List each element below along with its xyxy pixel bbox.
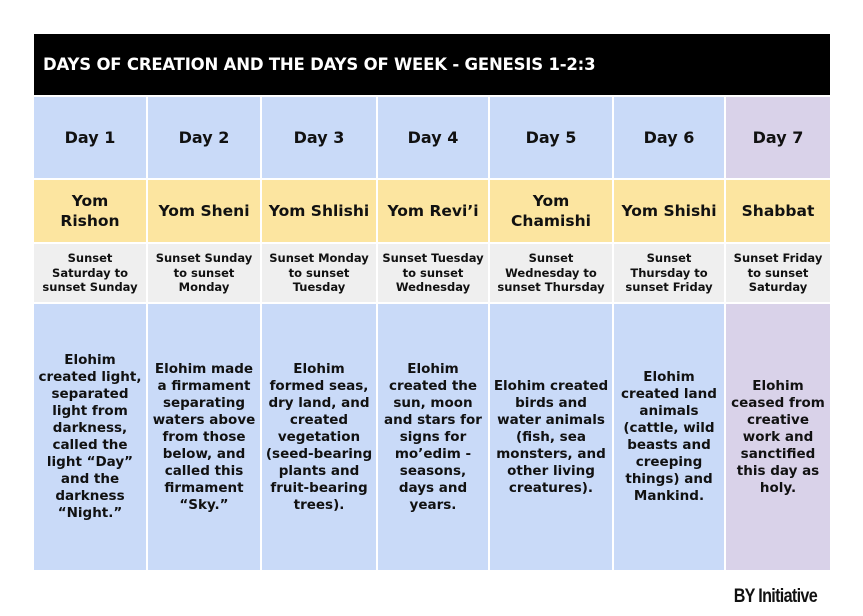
time-span-cell: Sunset Wednesday to sunset Thursday xyxy=(489,243,613,303)
time-span-cell: Sunset Tuesday to sunset Wednesday xyxy=(377,243,489,303)
hebrew-name-cell: Shabbat xyxy=(725,179,830,243)
description-cell: Elohim formed seas, dry land, and created vegetation (seed-bearing plants and fruit-bearing trees). xyxy=(261,303,377,571)
day-number-cell: Day 6 xyxy=(613,96,725,179)
day-number-cell: Day 7 xyxy=(725,96,830,179)
table-title: DAYS OF CREATION AND THE DAYS OF WEEK - GENESIS 1-2:3 xyxy=(34,34,830,95)
hebrew-name-cell: Yom Revi’i xyxy=(377,179,489,243)
time-span-cell: Sunset Sunday to sunset Monday xyxy=(147,243,261,303)
hebrew-name-cell: Yom Shishi xyxy=(613,179,725,243)
day-number-cell: Day 5 xyxy=(489,96,613,179)
description-cell: Elohim created light, separated light from darkness, called the light “Day” and the darkness “Night.” xyxy=(34,303,147,571)
description-cell: Elohim created land animals (cattle, wild beasts and creeping things) and Mankind. xyxy=(613,303,725,571)
hebrew-name-row xyxy=(34,179,830,243)
hebrew-name-cell: Yom Rishon xyxy=(34,179,147,243)
hebrew-name-cell: Yom Chamishi xyxy=(489,179,613,243)
day-number-cell: Day 4 xyxy=(377,96,489,179)
time-span-cell: Sunset Monday to sunset Tuesday xyxy=(261,243,377,303)
description-cell: Elohim ceased from creative work and sanctified this day as holy. xyxy=(725,303,830,571)
time-span-cell: Sunset Friday to sunset Saturday xyxy=(725,243,830,303)
time-span-cell: Sunset Thursday to sunset Friday xyxy=(613,243,725,303)
description-cell: Elohim created the sun, moon and stars for signs for mo’edim - seasons, days and years. xyxy=(377,303,489,571)
credit-logo: BY Initiative xyxy=(733,586,817,607)
description-cell: Elohim created birds and water animals (fish, sea monsters, and other living creatures). xyxy=(489,303,613,571)
hebrew-name-cell: Yom Sheni xyxy=(147,179,261,243)
hebrew-name-cell: Yom Shlishi xyxy=(261,179,377,243)
time-span-cell: Sunset Saturday to sunset Sunday xyxy=(34,243,147,303)
time-span-row xyxy=(34,243,830,303)
description-row xyxy=(34,303,830,571)
creation-days-table xyxy=(34,95,830,572)
day-number-row xyxy=(34,96,830,179)
description-cell: Elohim made a firmament separating waters above from those below, and called this firmament “Sky.” xyxy=(147,303,261,571)
day-number-cell: Day 3 xyxy=(261,96,377,179)
day-number-cell: Day 1 xyxy=(34,96,147,179)
day-number-cell: Day 2 xyxy=(147,96,261,179)
